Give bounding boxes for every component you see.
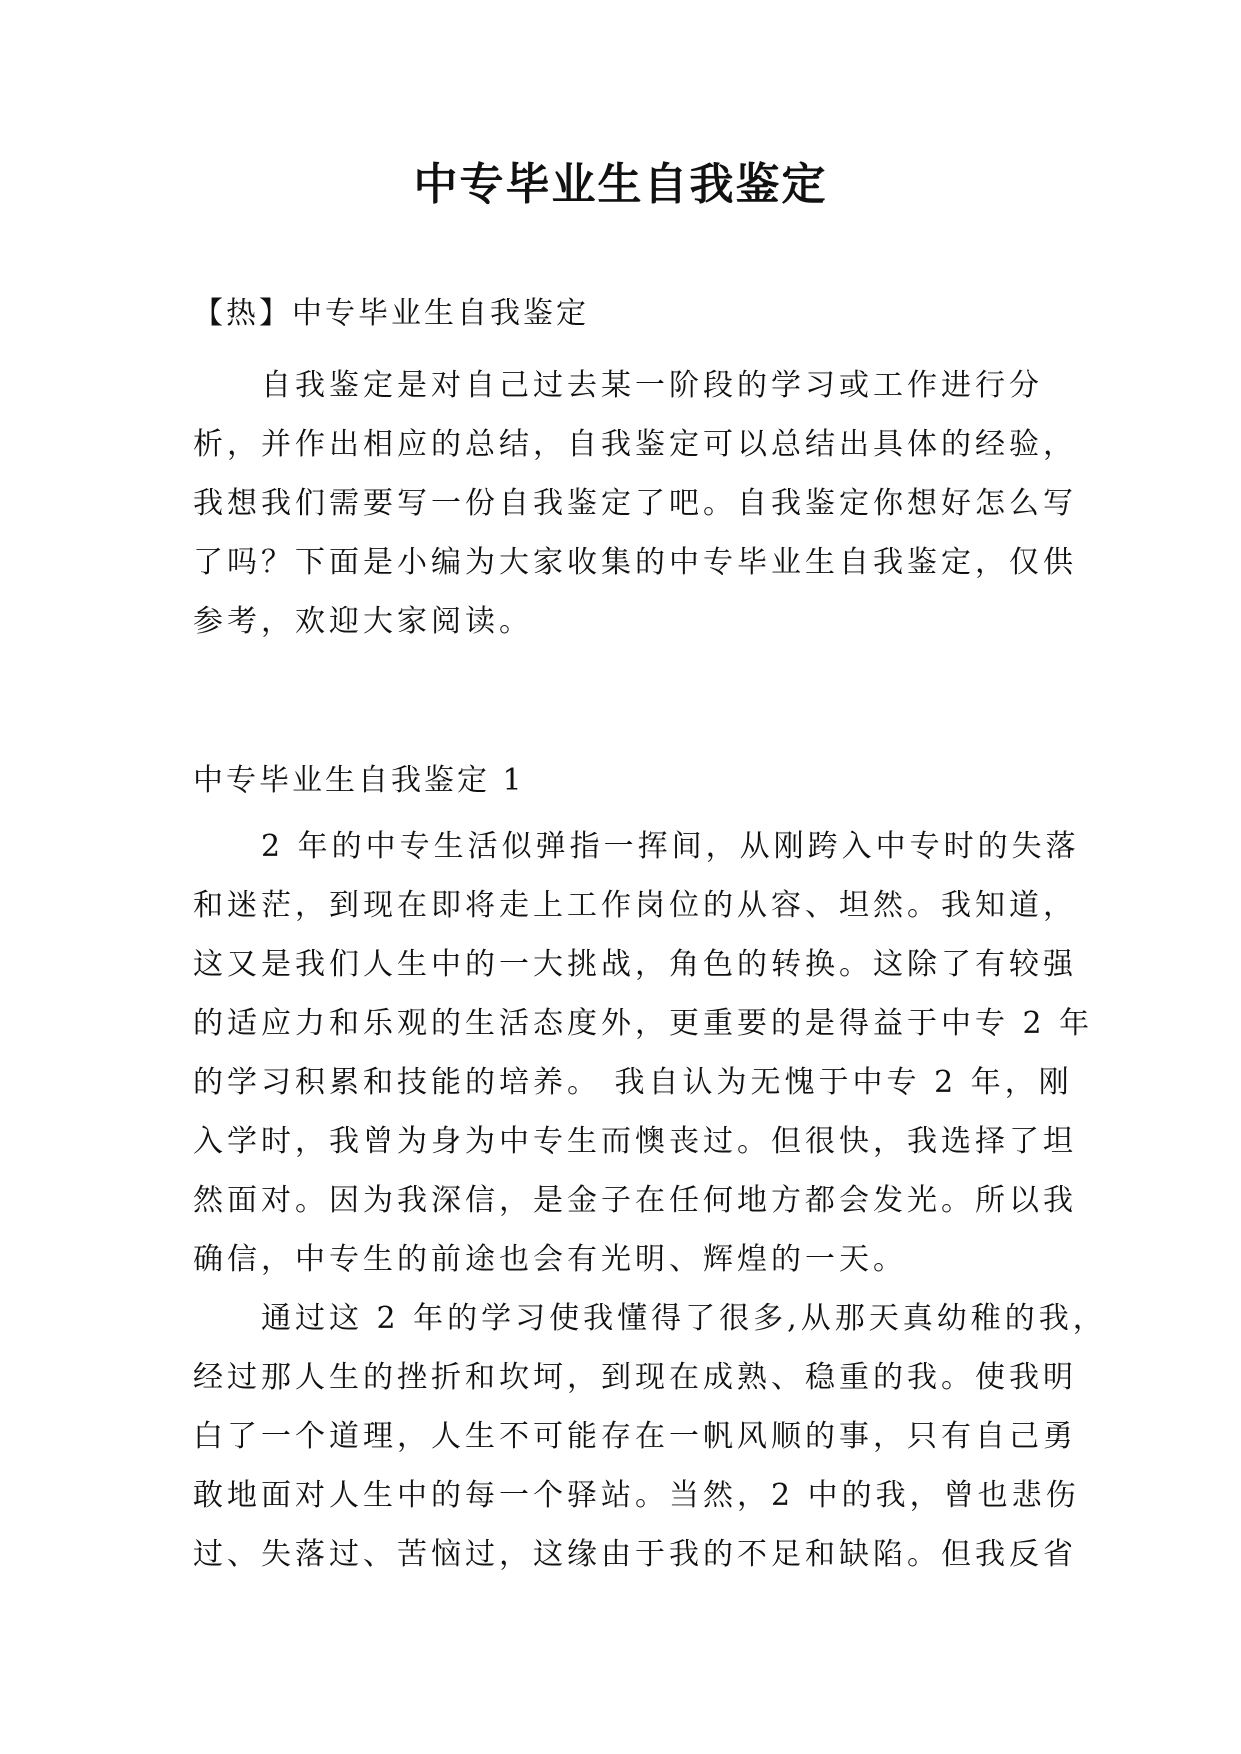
paragraph-line: 2 年的中专生活似弹指一挥间，从刚跨入中专时的失落 — [193, 829, 1080, 864]
section-body — [193, 817, 1107, 1584]
paragraph-line: 了吗？下面是小编为大家收集的中专毕业生自我鉴定，仅供 — [193, 545, 1077, 580]
paragraph-line: 自我鉴定是对自己过去某一阶段的学习或工作进行分 — [193, 368, 1043, 403]
paragraph-line: 我想我们需要写一份自我鉴定了吧。自我鉴定你想好怎么写 — [193, 486, 1077, 521]
paragraph-line: 入学时，我曾为身为中专生而懊丧过。但很快，我选择了坦 — [193, 1124, 1077, 1159]
section-heading: 中专毕业生自我鉴定 1 — [193, 763, 525, 798]
paragraph-line: 白了一个道理，人生不可能存在一帆风顺的事，只有自己勇 — [193, 1419, 1077, 1454]
paragraph-line: 参考，欢迎大家阅读。 — [193, 604, 533, 639]
paragraph-line: 敢地面对人生中的每一个驿站。当然，2 中的我，曾也悲伤 — [193, 1478, 1080, 1513]
paragraph-line: 通过这 2 年的学习使我懂得了很多,从那天真幼稚的我， — [193, 1301, 1107, 1336]
paragraph-line: 过、失落过、苦恼过，这缘由于我的不足和缺陷。但我反省 — [193, 1537, 1077, 1572]
paragraph-line: 和迷茫，到现在即将走上工作岗位的从容、坦然。我知道， — [193, 888, 1077, 923]
document-title: 中专毕业生自我鉴定 — [413, 159, 828, 210]
paragraph-line: 经过那人生的挫折和坎坷，到现在成熟、稳重的我。使我明 — [193, 1360, 1077, 1395]
paragraph-line: 然面对。因为我深信，是金子在任何地方都会发光。所以我 — [193, 1183, 1077, 1218]
paragraph-line: 的适应力和乐观的生活态度外，更重要的是得益于中专 2 年 — [193, 1006, 1094, 1041]
paragraph-line: 确信，中专生的前途也会有光明、辉煌的一天。 — [193, 1242, 907, 1277]
paragraph-line: 析，并作出相应的总结，自我鉴定可以总结出具体的经验， — [193, 427, 1077, 462]
paragraph-line: 这又是我们人生中的一大挑战，角色的转换。这除了有较强 — [193, 947, 1077, 982]
paragraph-line: 的学习积累和技能的培养。 我自认为无愧于中专 2 年，刚 — [193, 1065, 1073, 1100]
intro-paragraph — [193, 356, 1077, 651]
document-subtitle: 【热】中专毕业生自我鉴定 — [193, 296, 589, 331]
